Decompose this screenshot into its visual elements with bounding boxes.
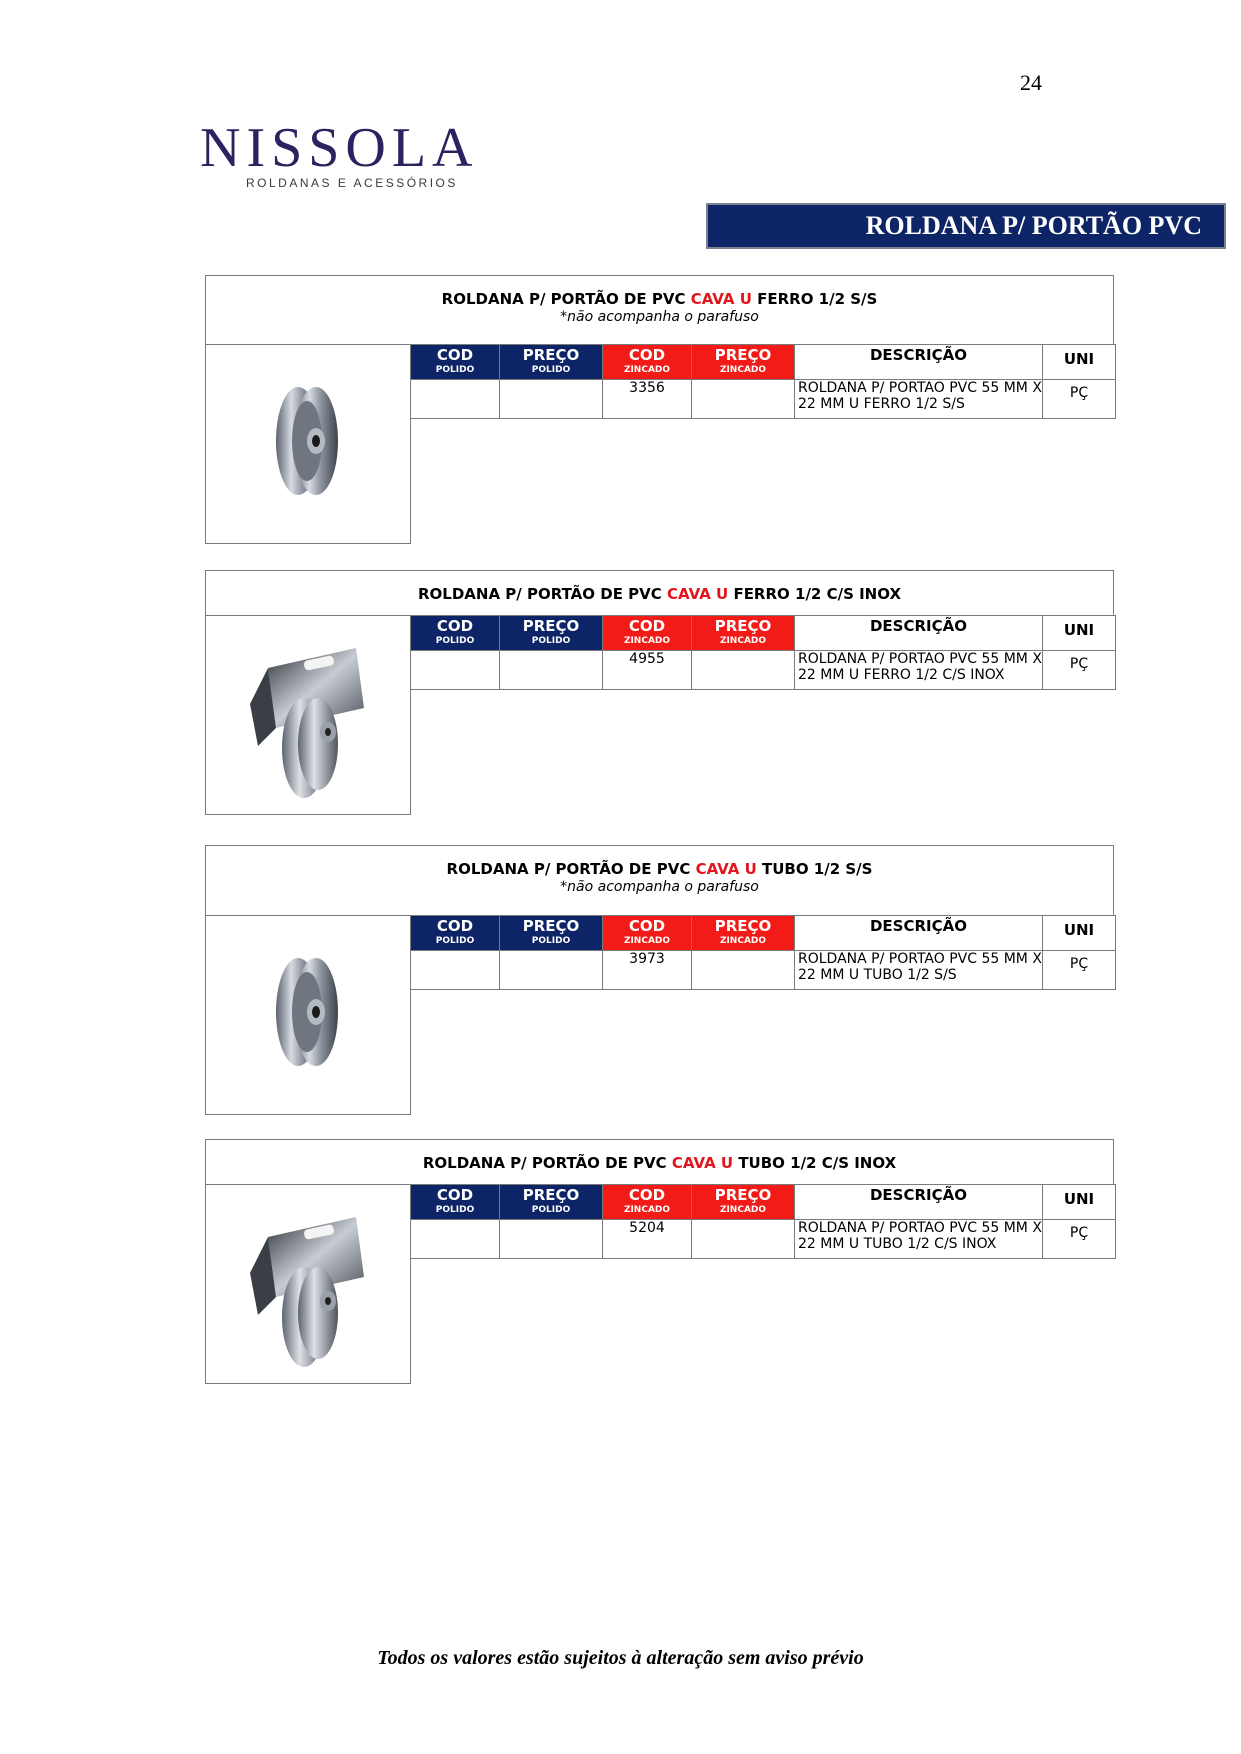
header-cod-zincado: COD ZINCADO [603, 916, 692, 951]
descricao-value: ROLDANA P/ PORTAO PVC 55 MM X 22 MM U FERRO 1/2 C/S INOX [795, 651, 1043, 690]
cod-polido-value [411, 1220, 500, 1259]
section-title: ROLDANA P/ PORTÃO PVC [706, 203, 1226, 249]
header-preco-zincado: PREÇO ZINCADO [692, 916, 795, 951]
product-spec-table [410, 1184, 1116, 1259]
logo-subtitle: ROLDANAS E ACESSÓRIOS [246, 176, 458, 190]
product-note: *não acompanha o parafuso [560, 309, 759, 325]
product-title: ROLDANA P/ PORTÃO DE PVC CAVA U TUBO 1/2 C/S INOX [422, 1154, 897, 1172]
cod-zincado-value: 3356 [603, 380, 692, 419]
company-logo [200, 118, 500, 198]
header-cod-polido: COD POLIDO [411, 616, 500, 651]
product-title-box [205, 1139, 1114, 1185]
descricao-value: ROLDANA P/ PORTAO PVC 55 MM X 22 MM U TUBO 1/2 C/S INOX [795, 1220, 1043, 1259]
product-title: ROLDANA P/ PORTÃO DE PVC CAVA U TUBO 1/2 S/S [446, 860, 873, 878]
header-uni: UNI [1043, 345, 1116, 380]
header-cod-zincado: COD ZINCADO [603, 345, 692, 380]
header-uni: UNI [1043, 916, 1116, 951]
header-cod-polido: COD POLIDO [411, 345, 500, 380]
header-descricao: DESCRIÇÃO [795, 345, 1043, 380]
pulley-wheel-icon [205, 915, 411, 1115]
pulley-wheel-icon [205, 344, 411, 544]
product-title-box [205, 570, 1114, 616]
cod-polido-value [411, 651, 500, 690]
header-uni: UNI [1043, 616, 1116, 651]
uni-value: PÇ [1043, 1220, 1116, 1259]
product-note: *não acompanha o parafuso [560, 879, 759, 895]
header-preco-zincado: PREÇO ZINCADO [692, 345, 795, 380]
header-preco-polido: PREÇO POLIDO [500, 345, 603, 380]
preco-polido-value [500, 1220, 603, 1259]
header-cod-zincado: COD ZINCADO [603, 1185, 692, 1220]
product-title-box [205, 275, 1114, 345]
cod-zincado-value: 4955 [603, 651, 692, 690]
preco-zincado-value [692, 651, 795, 690]
cod-zincado-value: 5204 [603, 1220, 692, 1259]
product-title: ROLDANA P/ PORTÃO DE PVC CAVA U FERRO 1/2 S/S [441, 290, 878, 308]
pulley-with-bracket-icon [205, 1184, 411, 1384]
preco-polido-value [500, 651, 603, 690]
header-cod-zincado: COD ZINCADO [603, 616, 692, 651]
pulley-with-bracket-icon [205, 615, 411, 815]
cod-zincado-value: 3973 [603, 951, 692, 990]
logo-name: NISSOLA [200, 117, 479, 179]
header-descricao: DESCRIÇÃO [795, 1185, 1043, 1220]
preco-polido-value [500, 951, 603, 990]
preco-zincado-value [692, 951, 795, 990]
product-title: ROLDANA P/ PORTÃO DE PVC CAVA U FERRO 1/2 C/S INOX [417, 585, 902, 603]
product-spec-table [410, 344, 1116, 419]
cod-polido-value [411, 951, 500, 990]
product-spec-table [410, 615, 1116, 690]
cod-polido-value [411, 380, 500, 419]
page-number: 24 [1020, 70, 1042, 95]
header-uni: UNI [1043, 1185, 1116, 1220]
preco-zincado-value [692, 1220, 795, 1259]
descricao-value: ROLDANA P/ PORTAO PVC 55 MM X 22 MM U TUBO 1/2 S/S [795, 951, 1043, 990]
product-title-box [205, 845, 1114, 916]
preco-zincado-value [692, 380, 795, 419]
header-preco-polido: PREÇO POLIDO [500, 916, 603, 951]
header-cod-polido: COD POLIDO [411, 916, 500, 951]
header-preco-polido: PREÇO POLIDO [500, 616, 603, 651]
preco-polido-value [500, 380, 603, 419]
header-cod-polido: COD POLIDO [411, 1185, 500, 1220]
header-preco-zincado: PREÇO ZINCADO [692, 1185, 795, 1220]
product-spec-table [410, 915, 1116, 990]
header-descricao: DESCRIÇÃO [795, 916, 1043, 951]
footer-disclaimer: Todos os valores estão sujeitos à alteração sem aviso prévio [377, 1647, 864, 1669]
header-preco-zincado: PREÇO ZINCADO [692, 616, 795, 651]
header-descricao: DESCRIÇÃO [795, 616, 1043, 651]
uni-value: PÇ [1043, 380, 1116, 419]
uni-value: PÇ [1043, 951, 1116, 990]
descricao-value: ROLDANA P/ PORTAO PVC 55 MM X 22 MM U FERRO 1/2 S/S [795, 380, 1043, 419]
uni-value: PÇ [1043, 651, 1116, 690]
header-preco-polido: PREÇO POLIDO [500, 1185, 603, 1220]
